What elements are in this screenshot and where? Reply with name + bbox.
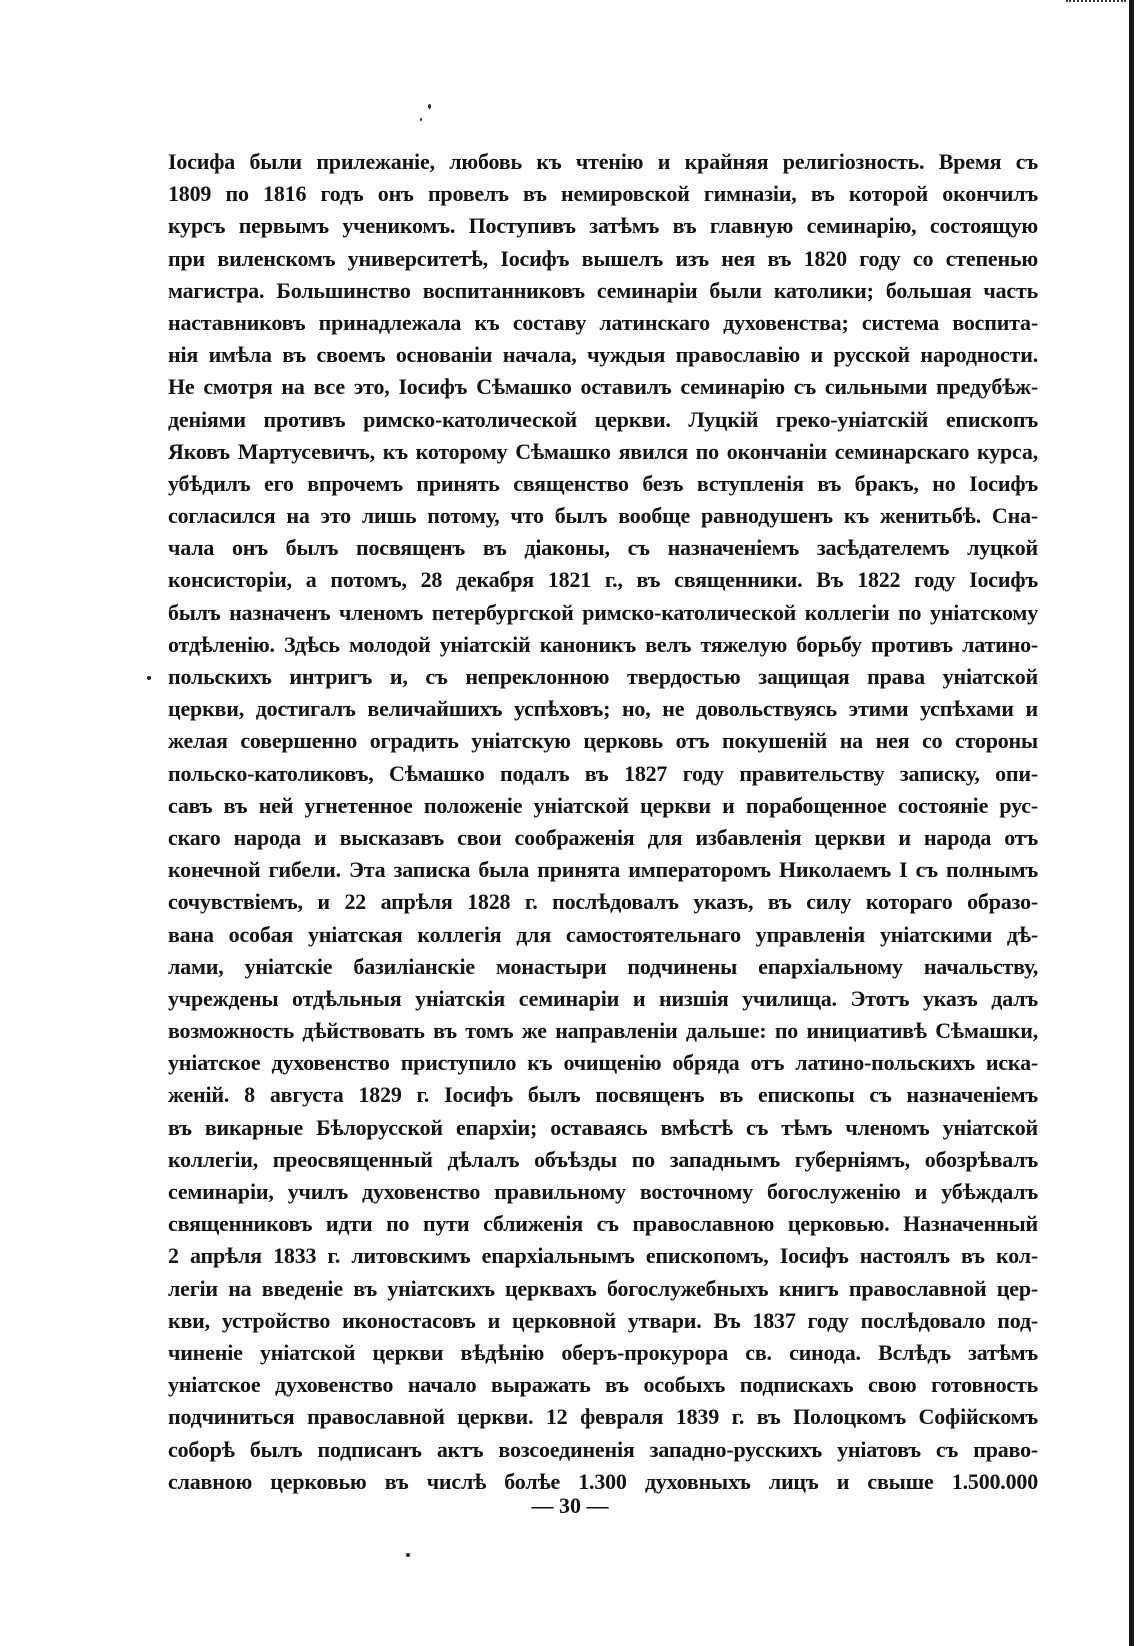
text-line: лами, уніатскіе базиліанскіе монастыри подчинены епархіальному начальству,: [168, 953, 1038, 979]
ink-speck: [420, 118, 422, 121]
text-line: конечной гибели. Эта записка была принята императоромъ Николаемъ I съ полнымъ: [168, 857, 1038, 883]
text-line: церкви, достигалъ величайшихъ успѣховъ; но, не довольствуясь этими успѣхами и: [168, 696, 1038, 722]
text-line: кви, устройство иконостасовъ и церковной утвари. Въ 1837 году послѣдовало под-: [168, 1307, 1038, 1333]
text-line: подчиниться православной церкви. 12 февраля 1839 г. въ Полоцкомъ Софійскомъ: [168, 1404, 1038, 1430]
text-line: Яковъ Мартусевичъ, къ которому Сѣмашко явился по окончаніи семинарскаго курса,: [168, 438, 1038, 464]
text-line: скаго народа и высказавъ свои соображенія для избавленія церкви и народа отъ: [168, 824, 1038, 850]
text-line: священниковъ идти по пути сближенія съ православною церковью. Назначенный: [168, 1211, 1038, 1237]
text-line: консисторіи, а потомъ, 28 декабря 1821 г., въ священники. Въ 1822 году Іосифъ: [168, 567, 1038, 593]
text-line: былъ назначенъ членомъ петербургской римско-католической коллегіи по уніатскому: [168, 599, 1038, 625]
text-line: вана особая уніатская коллегія для самостоятельнаго управленія уніатскими дѣ-: [168, 921, 1038, 947]
text-line: въ викарные Бѣлорусской епархіи; оставаясь вмѣстѣ съ тѣмъ членомъ уніатской: [168, 1114, 1038, 1140]
text-line: убѣдилъ его впрочемъ принять священство безъ вступленія въ бракъ, но Іосифъ: [168, 470, 1038, 496]
body-text: [168, 146, 1038, 1498]
text-line: курсъ первымъ ученикомъ. Поступивъ затѣмъ въ главную семинарію, состоящую: [168, 213, 1038, 239]
text-line: чала онъ былъ посвященъ въ діаконы, съ назначеніемъ засѣдателемъ луцкой: [168, 535, 1038, 561]
ink-speck: [406, 1553, 410, 1557]
text-line: отдѣленію. Здѣсь молодой уніатскій каноникъ велъ тяжелую борьбу противъ латино-: [168, 631, 1038, 657]
text-line: возможность дѣйствовать въ томъ же направленіи дальше: по инициативѣ Сѣмашки,: [168, 1018, 1038, 1044]
text-line: 2 апрѣля 1833 г. литовскимъ епархіальнымъ епископомъ, Іосифъ настоялъ въ кол-: [168, 1243, 1038, 1269]
text-line: деніями противъ римско-католической церкви. Луцкій греко-уніатскій епископъ: [168, 406, 1038, 432]
page-edge-shadow: [1129, 0, 1134, 1646]
text-line: польско-католиковъ, Сѣмашко подалъ въ 1827 году правительству записку, опи-: [168, 760, 1038, 786]
text-line: легіи на введеніе въ уніатскихъ церквахъ богослужебныхъ книгъ православной цер-: [168, 1275, 1038, 1301]
text-line: при виленскомъ университетѣ, Іосифъ вышелъ изъ нея въ 1820 году со степенью: [168, 245, 1038, 271]
text-line: соборѣ былъ подписанъ актъ возсоединенія западно-русскихъ уніатовъ съ право-: [168, 1436, 1038, 1462]
text-line: чиненіе уніатской церкви вѣдѣнію оберъ-прокурора св. синода. Вслѣдъ затѣмъ: [168, 1339, 1038, 1365]
page-edge-dots: [1066, 0, 1126, 8]
text-line: Не смотря на все это, Іосифъ Сѣмашко оставилъ семинарію съ сильными предубѣж-: [168, 374, 1038, 400]
text-line: желая совершенно оградить уніатскую церковь отъ покушеній на нея со стороны: [168, 728, 1038, 754]
text-line: согласился на это лишь потому, что былъ вообще равнодушенъ къ женитьбѣ. Сна-: [168, 503, 1038, 529]
ink-speck: [147, 676, 151, 680]
page-number: — 30 —: [531, 1493, 609, 1518]
text-line: савъ въ ней угнетенное положеніе уніатской церкви и порабощенное состояніе рус-: [168, 792, 1038, 818]
text-line: польскихъ интригъ и, съ непреклонною твердостью защищая права уніатской: [168, 664, 1038, 689]
text-line: семинаріи, училъ духовенство правильному восточному богослуженію и убѣждалъ: [168, 1179, 1038, 1204]
text-line: Іосифа были прилежаніе, любовь къ чтенію и крайняя религіозность. Время съ: [168, 149, 1038, 174]
text-line: славною церковью въ числѣ болѣе 1.300 духовныхъ лицъ и свыше 1.500.000: [168, 1468, 1038, 1494]
text-line: наставниковъ принадлежала къ составу латинскаго духовенства; система воспита-: [168, 309, 1038, 335]
text-line: уніатское духовенство приступило къ очищенію обряда отъ латино-польскихъ иска-: [168, 1050, 1038, 1076]
text-line: женій. 8 августа 1829 г. Іосифъ былъ посвященъ въ епископы съ назначеніемъ: [168, 1082, 1038, 1108]
text-line: сочувствіемъ, и 22 апрѣля 1828 г. послѣдовалъ указъ, въ силу котораго образо-: [168, 889, 1038, 915]
text-line: магистра. Большинство воспитанниковъ семинаріи были католики; большая часть: [168, 277, 1038, 303]
text-line: учреждены отдѣльныя уніатскія семинаріи и низшія училища. Этотъ указъ далъ: [168, 985, 1038, 1011]
text-line: коллегіи, преосвященный дѣлалъ объѣзды по западнымъ губерніямъ, обозрѣвалъ: [168, 1146, 1038, 1172]
ink-speck: [428, 104, 431, 109]
text-line: 1809 по 1816 годъ онъ провелъ въ немировской гимназіи, въ которой окончилъ: [168, 181, 1038, 207]
text-line: уніатское духовенство начало выражать въ особыхъ подпискахъ свою готовность: [168, 1372, 1038, 1398]
text-line: нія имѣла въ своемъ основаніи начала, чуждыя православію и русской народности.: [168, 342, 1038, 368]
